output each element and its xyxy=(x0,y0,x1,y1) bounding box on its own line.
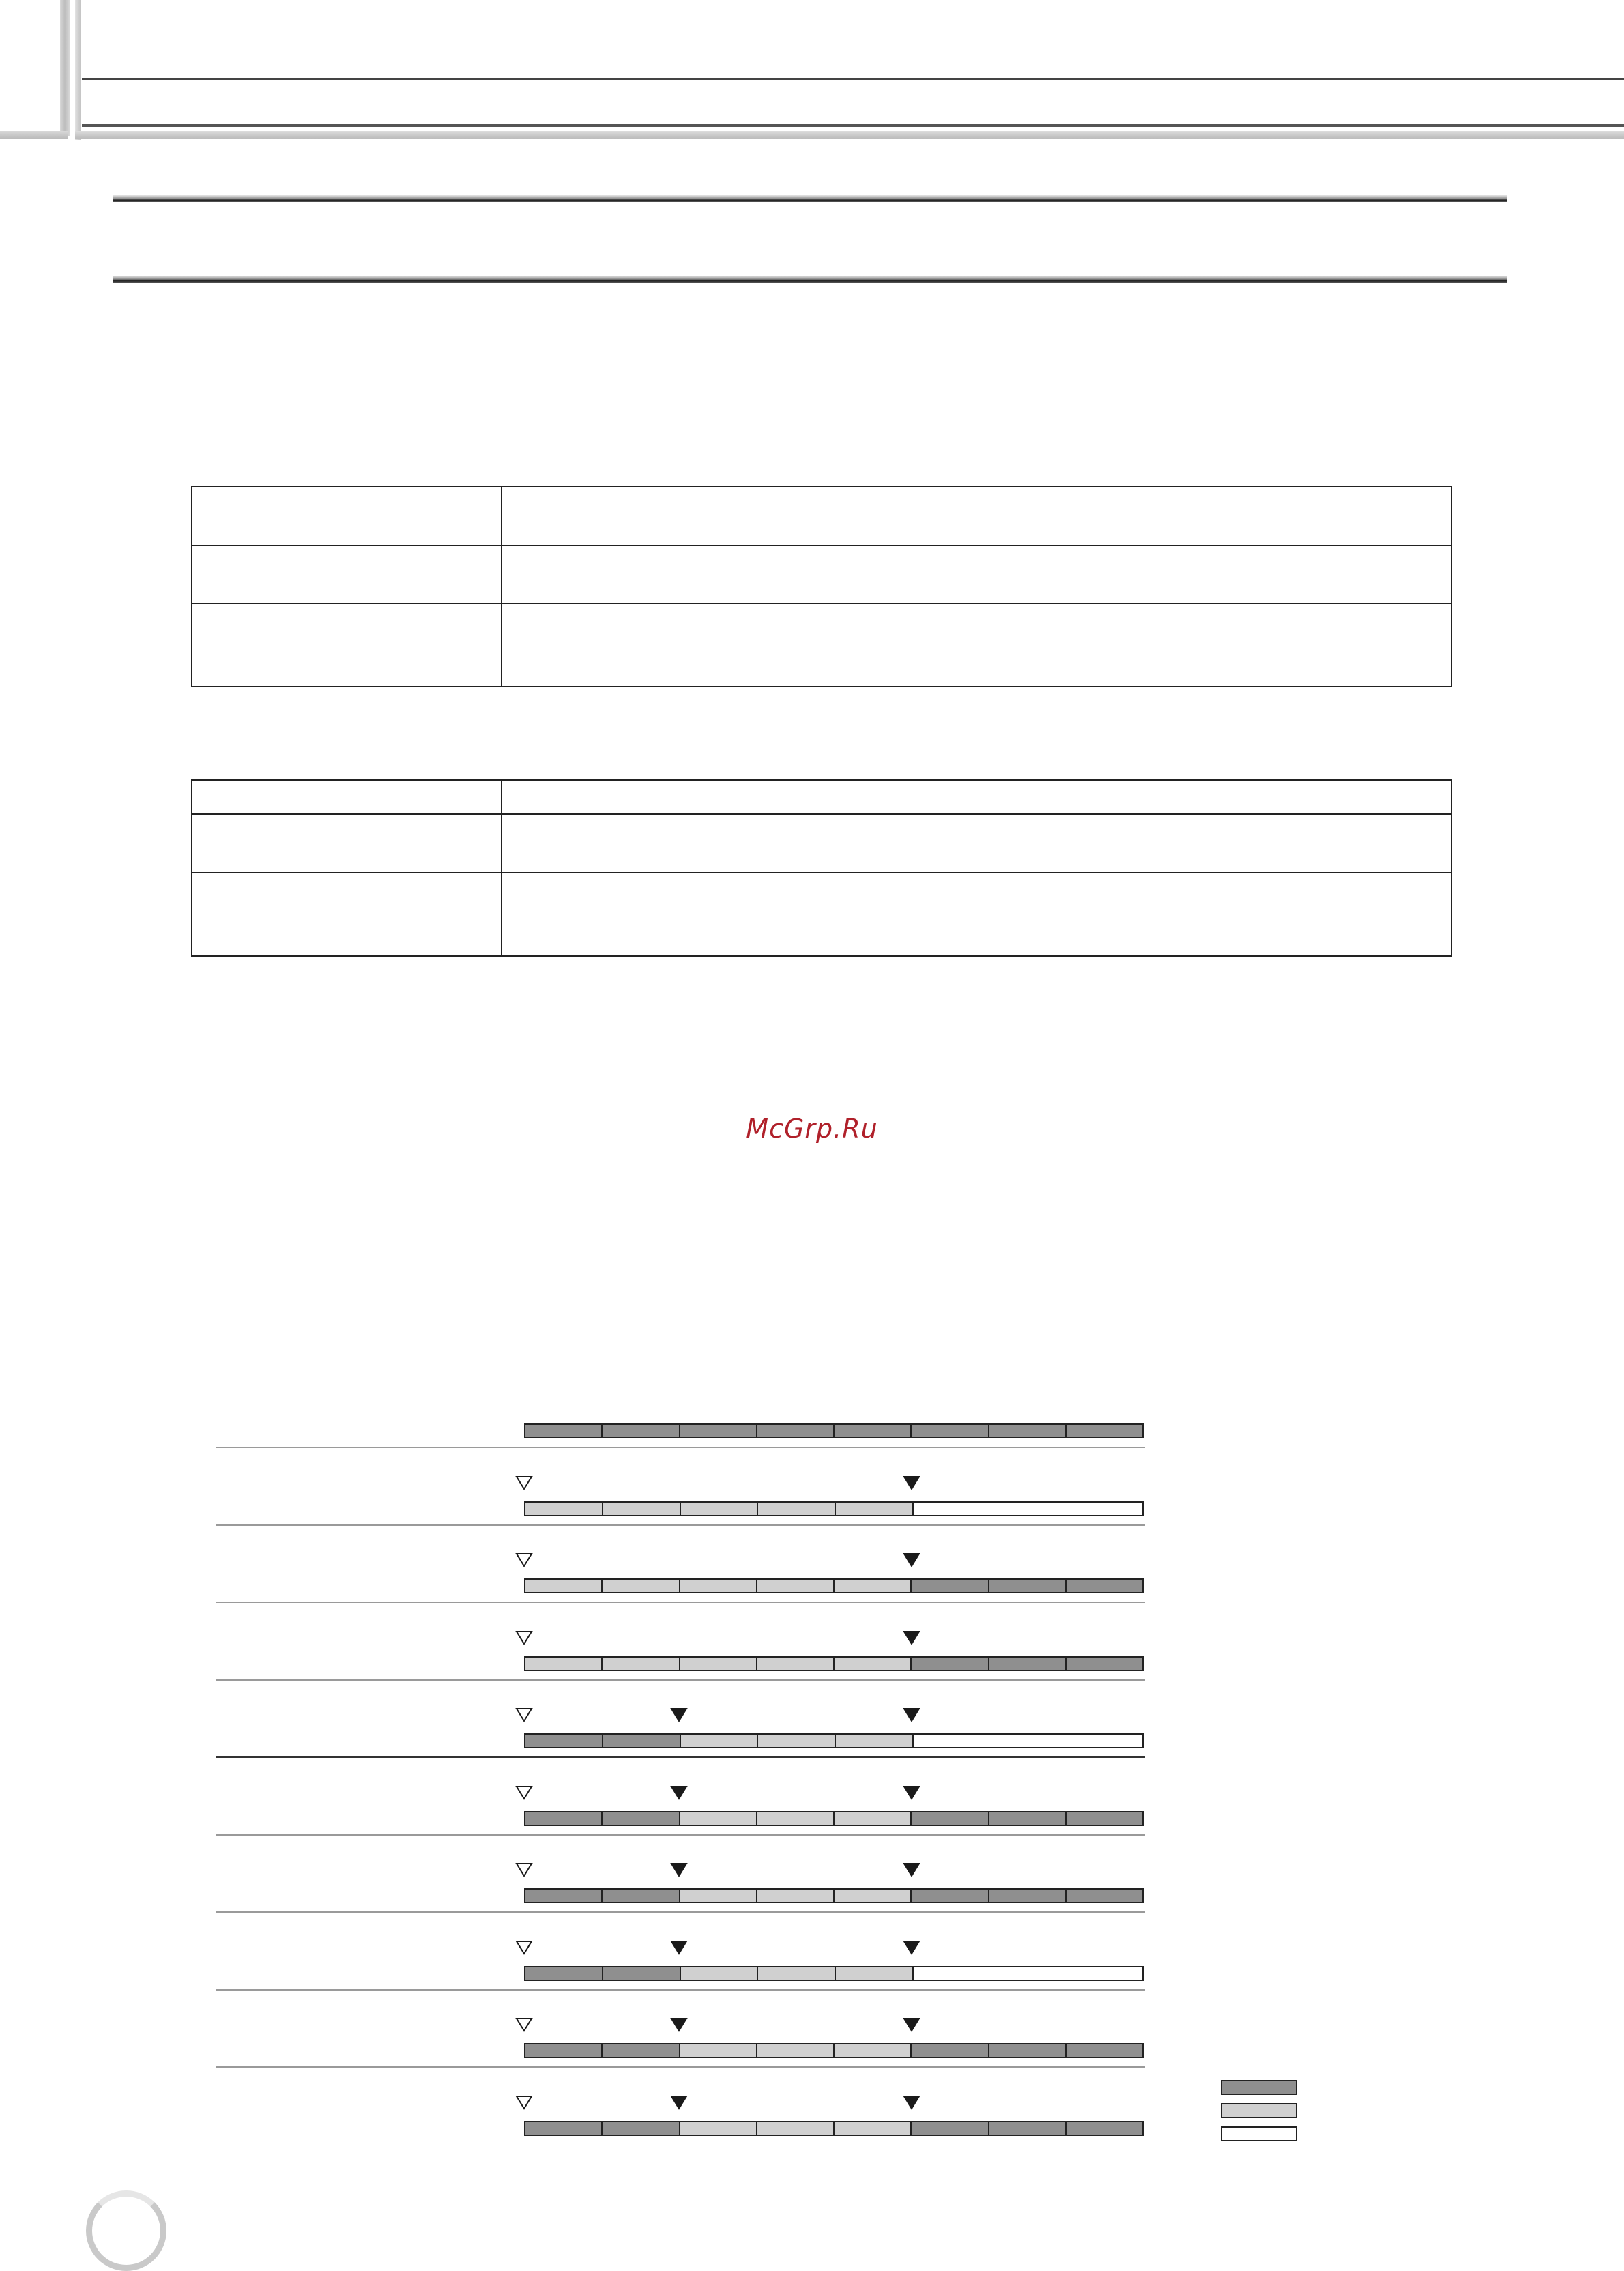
diagram-cell-half xyxy=(680,2122,757,2135)
filled-triangle-marker-icon xyxy=(670,2095,688,2110)
diagram-row-separator xyxy=(216,1447,1145,1448)
diagram-cell-half xyxy=(835,1890,912,1902)
diagram-cell-half xyxy=(757,1890,835,1902)
header-rule-bottom xyxy=(82,124,1624,127)
diagram-bar xyxy=(524,1733,1144,1748)
diagram-cell-none xyxy=(914,1503,990,1515)
filled-triangle-marker-icon xyxy=(903,1630,920,1645)
table-cell-name xyxy=(192,487,502,545)
diagram-cell-none xyxy=(914,1735,990,1747)
diagram-cell-full xyxy=(912,2122,989,2135)
table-cell-name xyxy=(192,545,502,603)
diagram-bar xyxy=(524,2121,1144,2136)
diagram-cell-full xyxy=(525,1735,603,1747)
diagram-cell-full xyxy=(525,1967,603,1980)
table-cell-name xyxy=(192,873,502,956)
diagram-cell-full xyxy=(1067,1658,1142,1670)
diagram-cell-full xyxy=(525,2122,603,2135)
diagram-cell-none xyxy=(990,1967,1067,1980)
diagram-cell-full xyxy=(1067,1812,1142,1825)
table-row xyxy=(192,873,1451,956)
table-row xyxy=(192,487,1451,545)
table-cell-name xyxy=(192,780,502,814)
parameter-table-2 xyxy=(191,779,1452,957)
diagram-cell-half xyxy=(680,2044,757,2057)
diagram-cell-half xyxy=(757,1658,835,1670)
diagram-cell-half xyxy=(681,1735,759,1747)
diagram-cell-half xyxy=(680,1658,757,1670)
filled-triangle-marker-icon xyxy=(903,1785,920,1800)
diagram-cell-full xyxy=(1067,2122,1142,2135)
diagram-cell-half xyxy=(835,2122,912,2135)
diagram-bar xyxy=(524,1501,1144,1516)
table-cell-description xyxy=(502,780,1451,814)
diagram-cell-full xyxy=(525,1890,603,1902)
diagram-cell-half xyxy=(525,1503,603,1515)
diagram-cell-none xyxy=(1066,1735,1142,1747)
diagram-cell-half xyxy=(758,1735,836,1747)
diagram-cell-half xyxy=(836,1735,914,1747)
open-triangle-marker-icon xyxy=(515,1707,533,1722)
diagram-cell-full xyxy=(757,1425,835,1437)
filled-triangle-marker-icon xyxy=(670,2017,688,2032)
open-triangle-marker-icon xyxy=(515,1630,533,1645)
parameter-table-1 xyxy=(191,486,1452,687)
diagram-cell-half xyxy=(757,2044,835,2057)
diagram-cell-half xyxy=(835,2044,912,2057)
table-row xyxy=(192,545,1451,603)
diagram-row-separator xyxy=(216,1911,1145,1913)
diagram-cell-full xyxy=(989,2122,1067,2135)
filled-triangle-marker-icon xyxy=(670,1785,688,1800)
diagram-row-separator xyxy=(216,1602,1145,1603)
diagram-cell-half xyxy=(836,1503,914,1515)
legend-swatch-none xyxy=(1221,2126,1297,2141)
diagram-cell-full xyxy=(525,1812,603,1825)
diagram-cell-half xyxy=(525,1580,603,1592)
diagram-cell-full xyxy=(912,1658,989,1670)
table-cell-name xyxy=(192,603,502,686)
page-number-ring xyxy=(86,2190,166,2271)
diagram-cell-full xyxy=(912,1812,989,1825)
table-row xyxy=(192,780,1451,814)
filled-triangle-marker-icon xyxy=(903,1552,920,1567)
diagram-bar xyxy=(524,1966,1144,1981)
filled-triangle-marker-icon xyxy=(903,1475,920,1490)
diagram-cell-half xyxy=(603,1658,680,1670)
diagram-cell-full xyxy=(989,1580,1067,1592)
table-cell-name xyxy=(192,814,502,873)
diagram-cell-none xyxy=(1066,1967,1142,1980)
table-cell-description xyxy=(502,603,1451,686)
legend-swatch-half xyxy=(1221,2103,1297,2118)
open-triangle-marker-icon xyxy=(515,1785,533,1800)
header-band xyxy=(75,131,1624,139)
diagram-cell-full xyxy=(989,1425,1067,1437)
diagram-cell-none xyxy=(914,1967,990,1980)
diagram-bar xyxy=(524,1423,1144,1438)
diagram-cell-half xyxy=(757,2122,835,2135)
watermark: McGrp.Ru xyxy=(746,1114,878,1144)
diagram-cell-full xyxy=(603,2122,680,2135)
filled-triangle-marker-icon xyxy=(903,2095,920,2110)
diagram-cell-half xyxy=(758,1503,836,1515)
diagram-cell-half xyxy=(835,1812,912,1825)
diagram-cell-full xyxy=(989,2044,1067,2057)
diagram-row-separator xyxy=(216,1756,1145,1758)
diagram-bar xyxy=(524,2043,1144,2058)
diagram-cell-full xyxy=(912,1890,989,1902)
diagram-row-separator xyxy=(216,1524,1145,1526)
table-row xyxy=(192,814,1451,873)
diagram-cell-full xyxy=(912,2044,989,2057)
diagram-row-separator xyxy=(216,1989,1145,1991)
header-rule-top xyxy=(82,78,1624,80)
table-cell-description xyxy=(502,487,1451,545)
table-row xyxy=(192,603,1451,686)
diagram-cell-half xyxy=(681,1967,759,1980)
diagram-cell-full xyxy=(989,1890,1067,1902)
open-triangle-marker-icon xyxy=(515,2095,533,2110)
table-cell-description xyxy=(502,873,1451,956)
diagram-cell-full xyxy=(912,1580,989,1592)
diagram-cell-full xyxy=(525,2044,603,2057)
diagram-cell-full xyxy=(989,1658,1067,1670)
diagram-cell-half xyxy=(603,1580,680,1592)
open-triangle-marker-icon xyxy=(515,1475,533,1490)
open-triangle-marker-icon xyxy=(515,1862,533,1877)
diagram-cell-full xyxy=(603,1812,680,1825)
diagram-cell-none xyxy=(990,1735,1067,1747)
diagram-cell-full xyxy=(912,1425,989,1437)
diagram-cell-full xyxy=(603,2044,680,2057)
table-cell-description xyxy=(502,814,1451,873)
diagram-cell-half xyxy=(603,1503,681,1515)
diagram-bar xyxy=(524,1656,1144,1671)
section-rule-top xyxy=(113,195,1507,202)
diagram-bar xyxy=(524,1888,1144,1903)
open-triangle-marker-icon xyxy=(515,2017,533,2032)
diagram-cell-half xyxy=(835,1658,912,1670)
diagram-cell-full xyxy=(603,1967,681,1980)
diagram-cell-full xyxy=(525,1425,603,1437)
diagram-cell-full xyxy=(1067,1580,1142,1592)
header-corner-bar xyxy=(60,0,70,136)
diagram-cell-full xyxy=(603,1890,680,1902)
filled-triangle-marker-icon xyxy=(670,1707,688,1722)
diagram-cell-half xyxy=(757,1580,835,1592)
filled-triangle-marker-icon xyxy=(670,1940,688,1955)
diagram-row-separator xyxy=(216,2066,1145,2068)
diagram-cell-full xyxy=(680,1425,757,1437)
diagram-cell-none xyxy=(1066,1503,1142,1515)
filled-triangle-marker-icon xyxy=(903,2017,920,2032)
diagram-cell-half xyxy=(680,1890,757,1902)
filled-triangle-marker-icon xyxy=(903,1940,920,1955)
filled-triangle-marker-icon xyxy=(903,1707,920,1722)
open-triangle-marker-icon xyxy=(515,1940,533,1955)
diagram-cell-half xyxy=(680,1812,757,1825)
diagram-cell-half xyxy=(525,1658,603,1670)
legend-swatch-full xyxy=(1221,2080,1297,2095)
diagram-bar xyxy=(524,1578,1144,1593)
diagram-cell-none xyxy=(990,1503,1067,1515)
diagram-cell-full xyxy=(1067,2044,1142,2057)
header-corner-foot xyxy=(0,131,68,139)
diagram-cell-full xyxy=(603,1425,680,1437)
diagram-cell-full xyxy=(603,1735,681,1747)
diagram-cell-half xyxy=(757,1812,835,1825)
diagram-cell-full xyxy=(989,1812,1067,1825)
diagram-cell-full xyxy=(1067,1890,1142,1902)
diagram-cell-full xyxy=(835,1425,912,1437)
open-triangle-marker-icon xyxy=(515,1552,533,1567)
filled-triangle-marker-icon xyxy=(903,1862,920,1877)
section-rule-bottom xyxy=(113,276,1507,283)
filled-triangle-marker-icon xyxy=(670,1862,688,1877)
diagram-cell-half xyxy=(835,1580,912,1592)
diagram-row-separator xyxy=(216,1834,1145,1836)
table-cell-description xyxy=(502,545,1451,603)
diagram-row-separator xyxy=(216,1679,1145,1681)
diagram-cell-half xyxy=(681,1503,759,1515)
diagram-bar xyxy=(524,1811,1144,1826)
diagram-cell-half xyxy=(758,1967,836,1980)
diagram-cell-half xyxy=(836,1967,914,1980)
header-corner-bar-inner xyxy=(75,0,81,140)
diagram-cell-full xyxy=(1067,1425,1142,1437)
diagram-cell-half xyxy=(680,1580,757,1592)
